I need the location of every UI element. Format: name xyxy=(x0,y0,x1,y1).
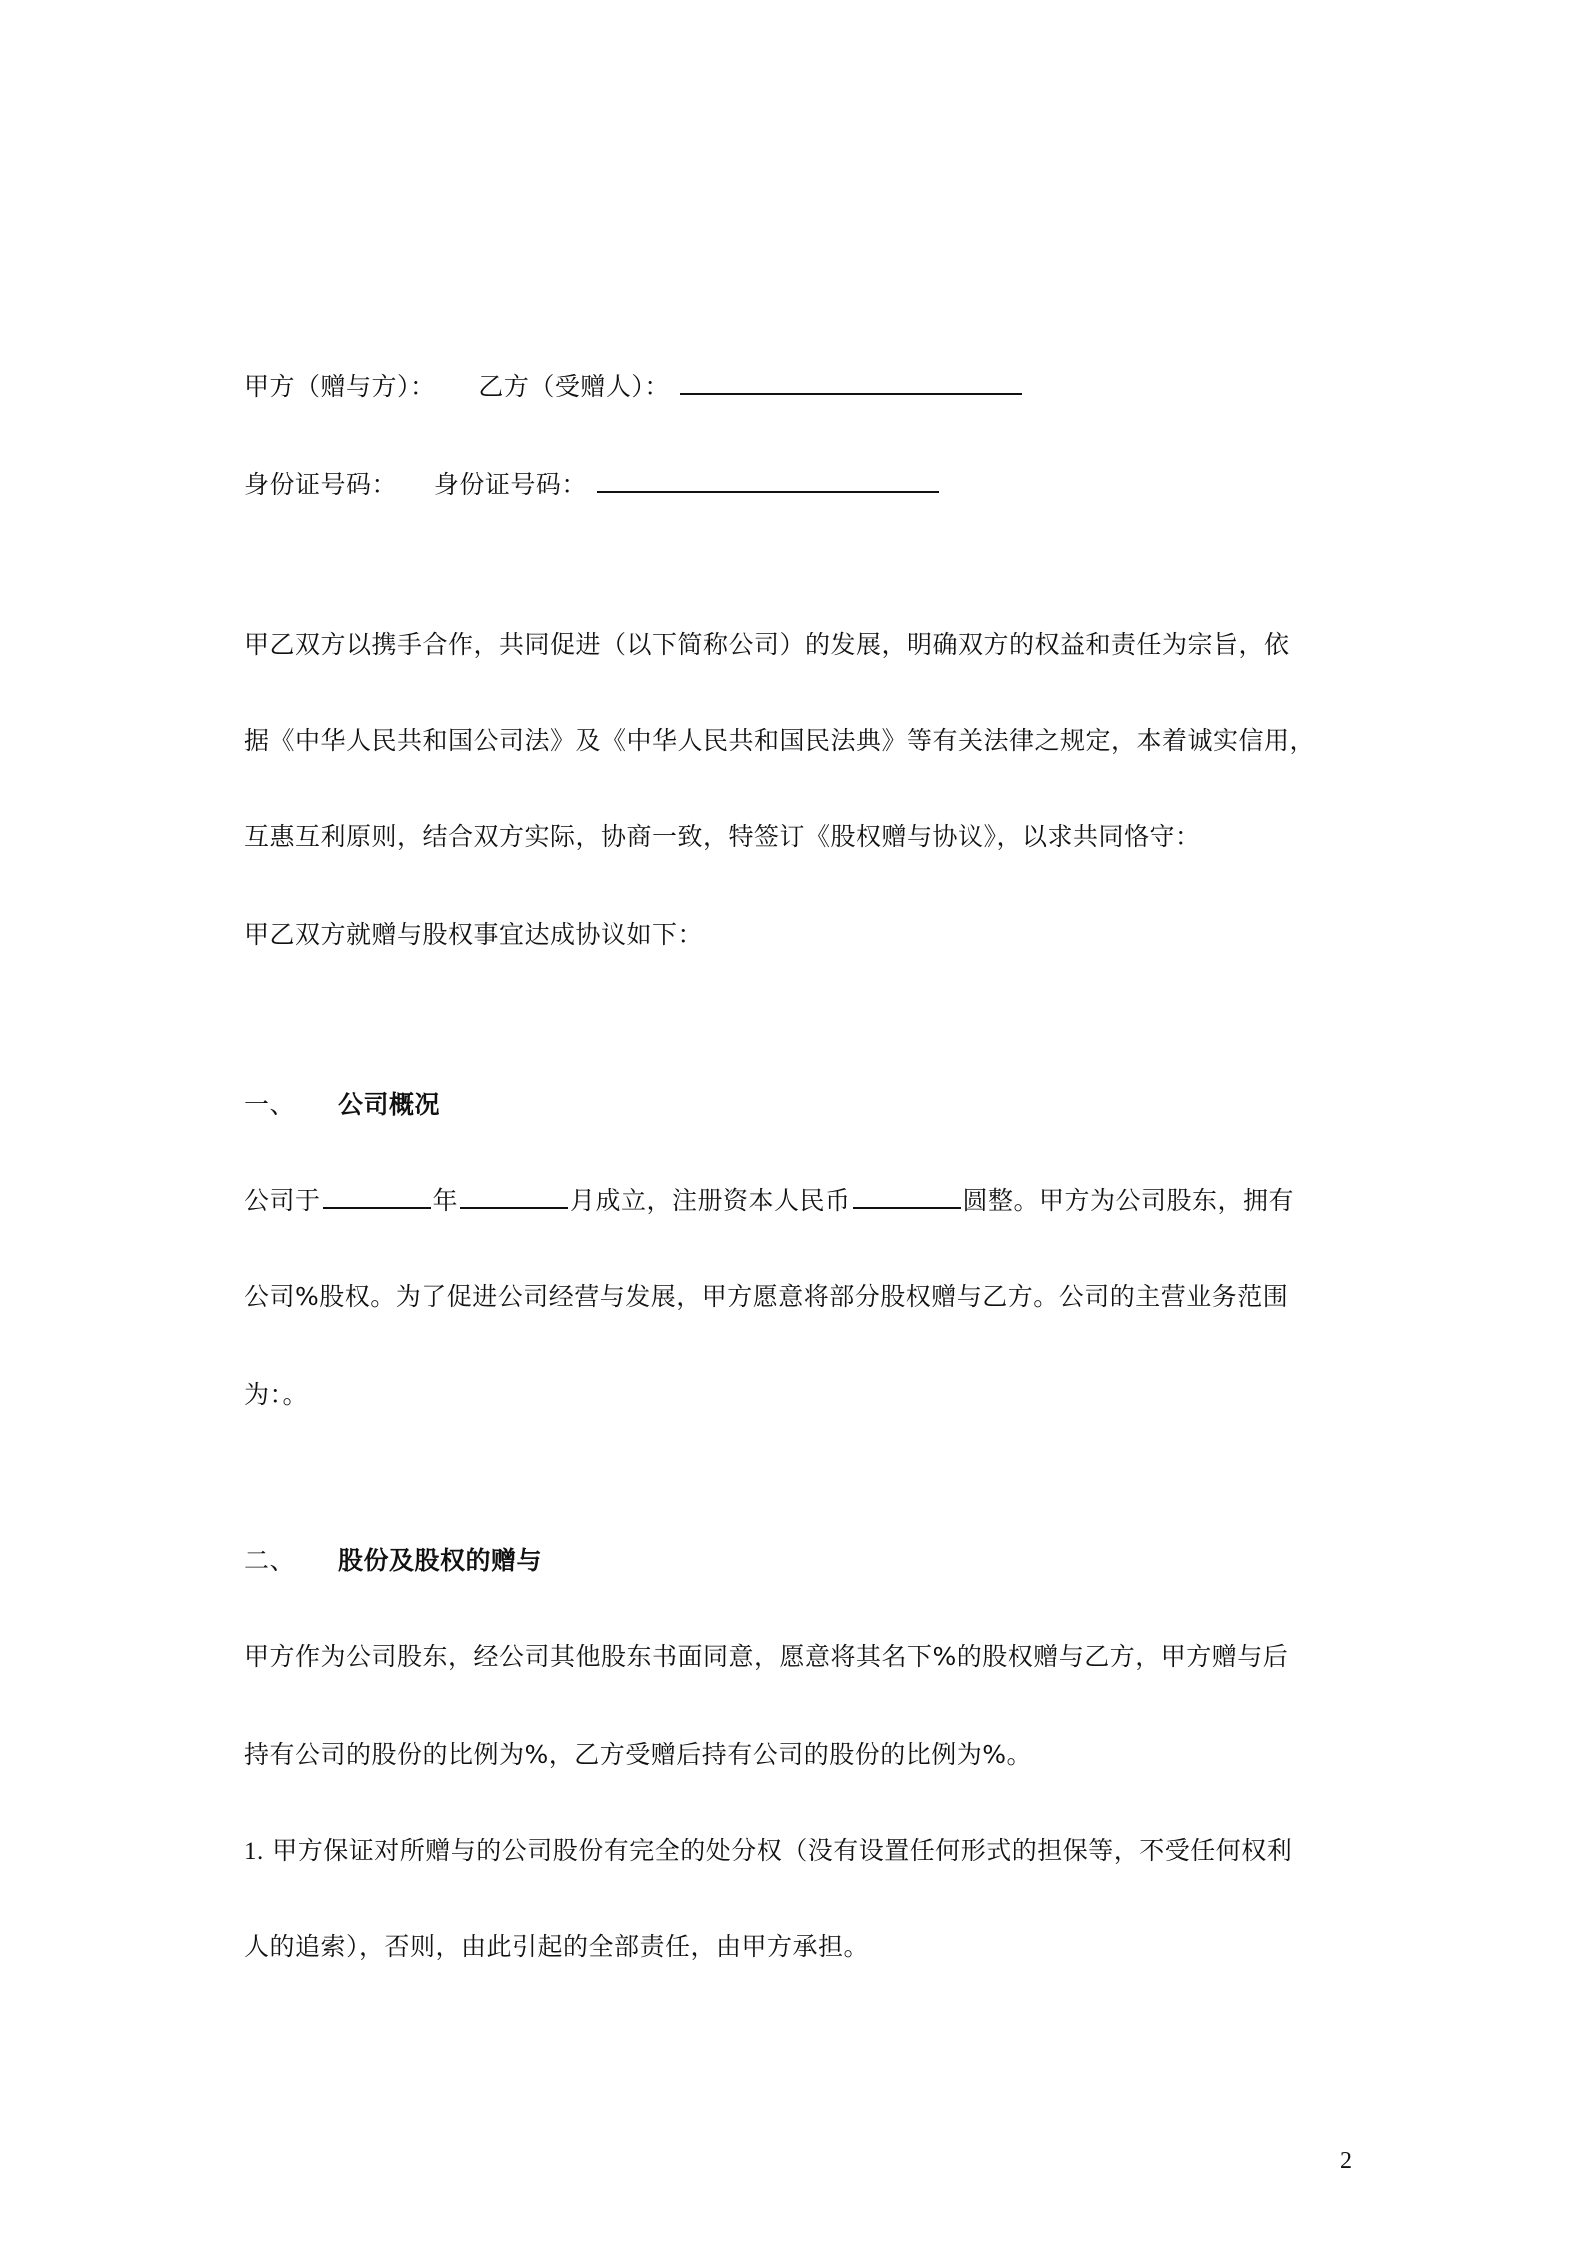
section-2-para-line-1: 甲方作为公司股东，经公司其他股东书面同意，愿意将其名下%的股权赠与乙方，甲方赠与后 xyxy=(244,1642,1289,1671)
section-2-item-1-line-1 xyxy=(244,1834,1292,1869)
item-1-number: 1. xyxy=(244,1838,264,1865)
section-2-title: 股份及股权的赠与 xyxy=(338,1546,543,1575)
id-b-label: 身份证号码： xyxy=(433,470,587,499)
id-line xyxy=(244,468,941,502)
preamble-line-2: 据《中华人民共和国公司法》及《中华人民共和国民法典》等有关法律之规定，本着诚实信用， xyxy=(244,726,1316,755)
section-1-line-3: 为：。 xyxy=(244,1380,309,1409)
page-number: 2 xyxy=(1340,2148,1352,2174)
section-1-line-2: 公司%股权。为了促进公司经营与发展，甲方愿意将部分股权赠与乙方。公司的主营业务范围 xyxy=(244,1282,1289,1311)
preamble-line-3: 互惠互利原则，结合双方实际，协商一致，特签订《股权赠与协议》，以求共同恪守： xyxy=(244,822,1201,851)
preamble-line-1: 甲乙双方以携手合作，共同促进（以下简称公司）的发展，明确双方的权益和责任为宗旨，依 xyxy=(244,630,1290,659)
party-a-label: 甲方（赠与方）： xyxy=(244,372,436,401)
section-2-heading xyxy=(244,1544,542,1578)
section-1-title: 公司概况 xyxy=(338,1090,441,1119)
section-1-line-1 xyxy=(244,1184,1294,1218)
party-b-label: 乙方（受赠人）： xyxy=(478,372,670,401)
section-1-heading xyxy=(244,1088,440,1122)
section-1-number: 一、 xyxy=(244,1090,296,1119)
section-1-text-c: 月成立，注册资本人民币 xyxy=(570,1186,851,1215)
section-1-text-a: 公司于 xyxy=(244,1186,321,1215)
month-blank xyxy=(460,1185,568,1209)
section-2-para-line-2: 持有公司的股份的比例为%，乙方受赠后持有公司的股份的比例为%。 xyxy=(244,1740,1033,1769)
section-2-number: 二、 xyxy=(244,1546,296,1575)
id-b-blank xyxy=(597,469,939,493)
party-b-blank xyxy=(680,371,1022,395)
preamble-line-4: 甲乙双方就赠与股权事宜达成协议如下： xyxy=(244,920,704,949)
party-line xyxy=(244,370,1024,404)
section-2-item-1-line-2: 人的追索），否则，由此引起的全部责任，由甲方承担。 xyxy=(244,1932,870,1961)
year-blank xyxy=(323,1185,431,1209)
section-1-text-d: 圆整。甲方为公司股东，拥有 xyxy=(962,1186,1295,1215)
section-1-text-b: 年 xyxy=(432,1186,459,1215)
item-1-text: 甲方保证对所赠与的公司股份有完全的处分权（没有设置任何形式的担保等，不受任何权利 xyxy=(272,1836,1293,1865)
capital-blank xyxy=(853,1185,961,1209)
id-a-label: 身份证号码： xyxy=(244,470,398,499)
